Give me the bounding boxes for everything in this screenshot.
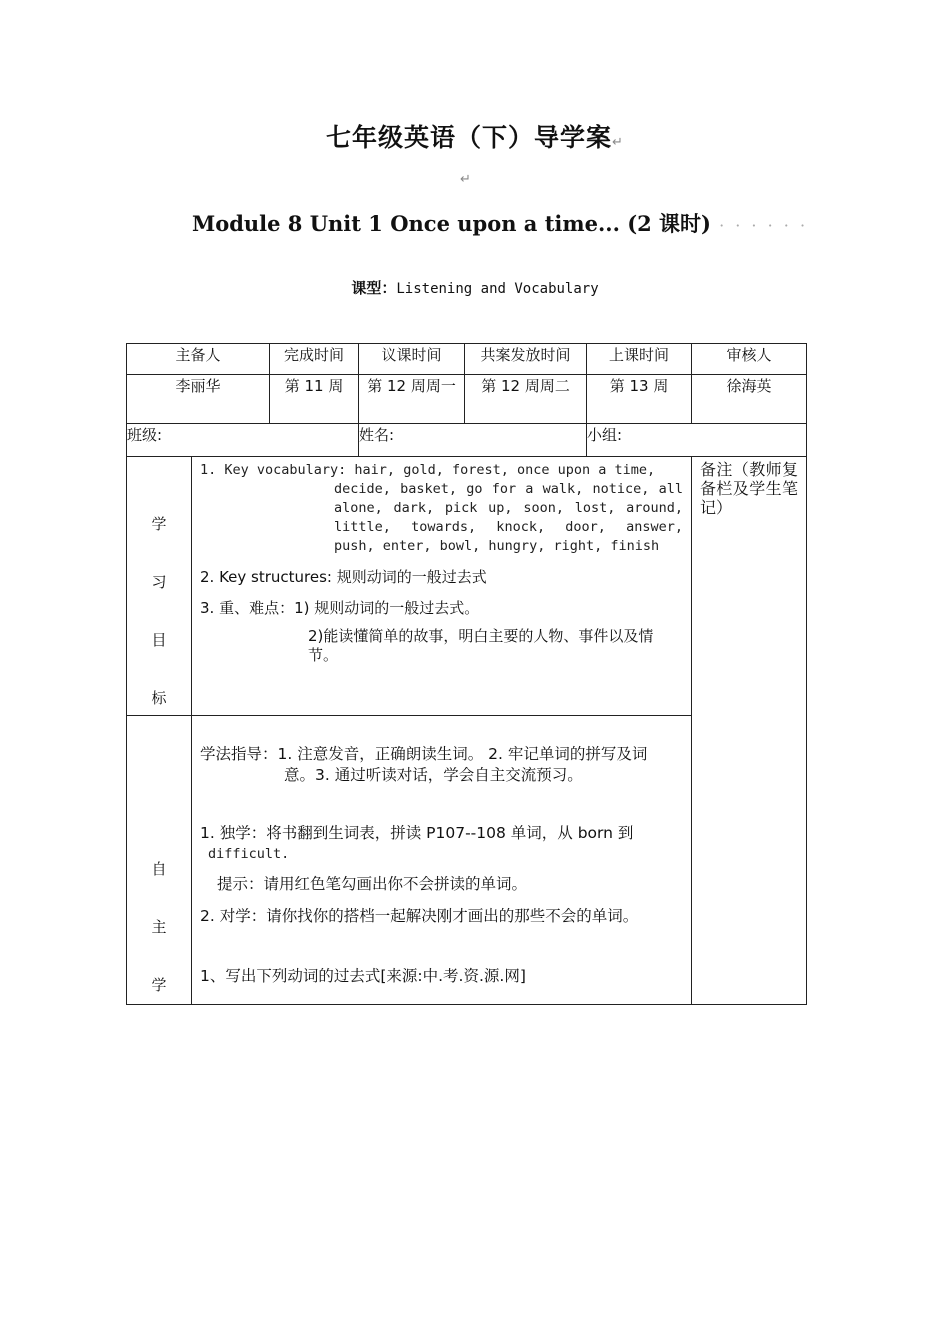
header-cell: 完成时间	[270, 344, 359, 375]
independent-study-step-cont: difficult.	[208, 846, 290, 862]
document-title: 七年级英语（下）导学案↵	[326, 123, 624, 152]
self-study-side-label: 自 主 学	[127, 716, 192, 1005]
pair-study-step: 2. 对学：请你找你的搭档一起解决刚才画出的那些不会的单词。	[200, 907, 639, 925]
paragraph-mark: ↵	[460, 172, 471, 187]
header-cell: 共案发放时间	[465, 344, 587, 375]
value-cell: 第 13 周	[587, 375, 692, 424]
class-field: 班级:	[127, 424, 359, 457]
header-cell: 议课时间	[359, 344, 465, 375]
key-structures: 2. Key structures: 规则动词的一般过去式	[200, 568, 487, 586]
study-tip: 提示：请用红色笔勾画出你不会拼读的单词。	[217, 875, 528, 893]
value-cell: 李丽华	[127, 375, 270, 424]
key-vocabulary-lead: 1. Key vocabulary: hair, gold, forest, once upon a time,	[200, 462, 656, 478]
value-cell: 徐海英	[692, 375, 807, 424]
key-vocabulary-list: decide, basket, go for a walk, notice, all alone, dark, pick up, soon, lost, around, little, towards, knock, door, answer, push, enter, bowl, hungry, right, finish	[334, 481, 684, 554]
group-field: 小组:	[587, 424, 807, 457]
value-cell: 第 11 周	[270, 375, 359, 424]
value-cell: 第 12 周周二	[465, 375, 587, 424]
objectives-row	[127, 457, 807, 716]
objectives-side-label: 学 习 目 标	[127, 457, 192, 716]
past-tense-task: 1、写出下列动词的过去式[来源:中.考.资.源.网]	[200, 967, 526, 985]
name-field: 姓名:	[359, 424, 587, 457]
header-cell: 主备人	[127, 344, 270, 375]
info-value-row	[127, 375, 807, 424]
lesson-plan-table	[126, 343, 807, 1005]
self-study-content	[192, 716, 692, 1005]
study-method-guide: 学法指导：1. 注意发音，正确朗读生词。 2. 牢记单词的拼写及词	[200, 745, 648, 763]
objectives-content	[192, 457, 692, 716]
module-title: Module 8 Unit 1 Once upon a time... (2 课时) · · · · · ·	[191, 211, 809, 236]
student-info-row	[127, 424, 807, 457]
independent-study-step: 1. 独学：将书翻到生词表，拼读 P107--108 单词，从 born 到	[200, 824, 634, 842]
study-method-guide-cont: 意。3. 通过听读对话，学会自主交流预习。	[284, 766, 583, 784]
key-points: 3. 重、难点：1) 规则动词的一般过去式。	[200, 599, 480, 617]
header-cell: 上课时间	[587, 344, 692, 375]
notes-column-label: 备注（教师复备栏及学生笔记）	[700, 460, 799, 517]
header-cell: 审核人	[692, 344, 807, 375]
key-points-sub: 2)能读懂简单的故事，明白主要的人物、事件以及情节。	[308, 627, 654, 664]
lesson-type: 课型：Listening and Vocabulary	[351, 279, 599, 297]
value-cell: 第 12 周周一	[359, 375, 465, 424]
notes-column	[692, 457, 807, 1005]
info-header-row	[127, 344, 807, 375]
